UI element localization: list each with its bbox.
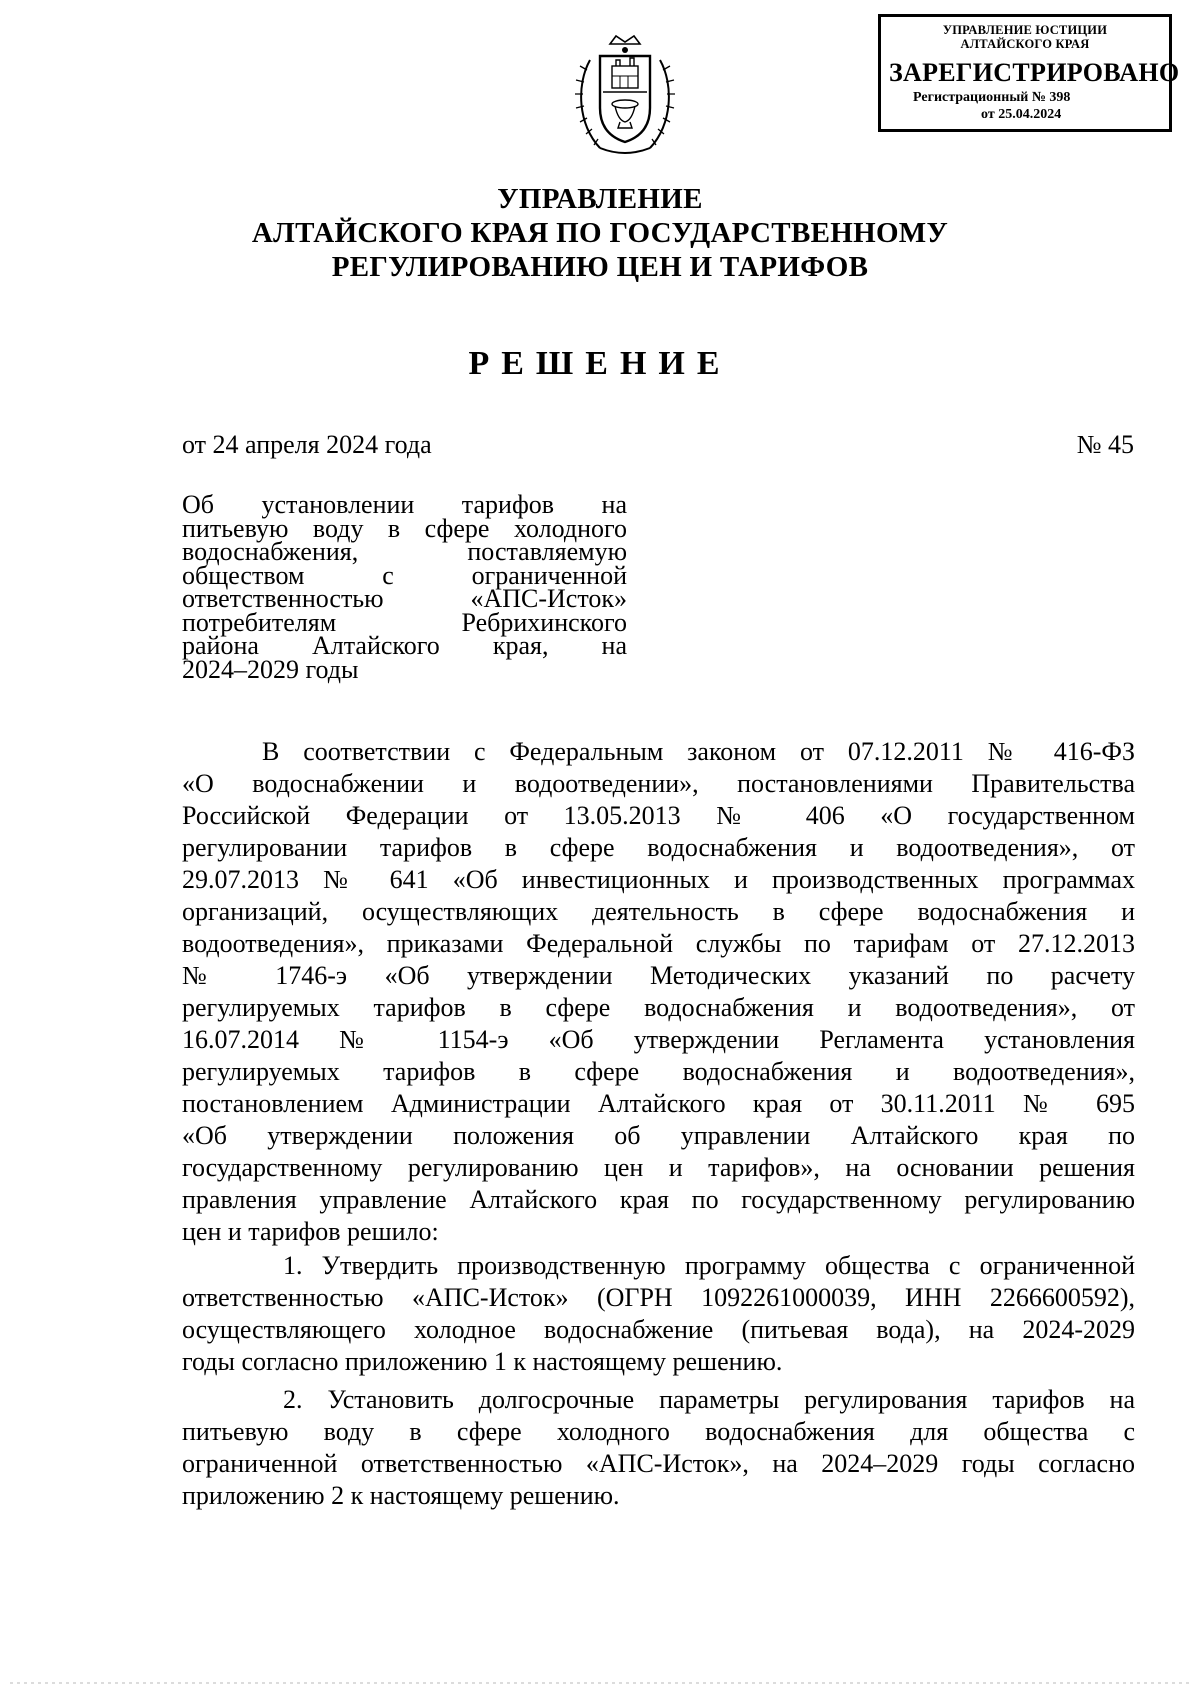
scan-edge-noise xyxy=(10,1682,1190,1684)
body-line: ограниченной ответственностью «АПС-Исток», на 2024–2029 годы согласно xyxy=(182,1449,1135,1478)
stamp-reg-number: Регистрационный № 398 xyxy=(913,90,1071,105)
body-line: организаций, осуществляющих деятельность в сфере водоснабжения и xyxy=(182,897,1135,926)
body-line: «О водоснабжении и водоотведении», постановлениями Правительства xyxy=(182,769,1135,798)
subject-line: района Алтайского края, на xyxy=(182,631,627,660)
body-line: регулируемых тарифов в сфере водоснабжения и водоотведения», xyxy=(182,1057,1135,1086)
document-subject xyxy=(182,490,627,684)
stamp-org-line1: УПРАВЛЕНИЕ ЮСТИЦИИ xyxy=(942,23,1108,37)
body-line: питьевую воду в сфере холодного водоснабжения для общества с xyxy=(182,1417,1135,1446)
body-line: № 1746-э «Об утверждении Методических указаний по расчету xyxy=(182,961,1135,990)
body-line: 2. Установить долгосрочные параметры регулирования тарифов на xyxy=(283,1385,1135,1414)
body-line: Российской Федерации от 13.05.2013 № 406 «О государственном xyxy=(182,801,1135,830)
body-line: цен и тарифов решило: xyxy=(182,1217,439,1246)
body-line: «Об утверждении положения об управлении Алтайского края по xyxy=(182,1121,1135,1150)
body-line: водоотведения», приказами Федеральной службы по тарифам от 27.12.2013 xyxy=(182,929,1135,958)
body-line: приложению 2 к настоящему решению. xyxy=(182,1481,620,1510)
document-number: № 45 xyxy=(1076,430,1134,459)
document-date: от 24 апреля 2024 года xyxy=(182,430,432,459)
body-line: 29.07.2013 № 641 «Об инвестиционных и производственных программах xyxy=(182,865,1135,894)
body-line: правления управление Алтайского края по государственному регулированию xyxy=(182,1185,1135,1214)
body-line: годы согласно приложению 1 к настоящему решению. xyxy=(182,1347,783,1376)
body-line: 1. Утвердить производственную программу общества с ограниченной xyxy=(283,1251,1135,1280)
subject-line: водоснабжения, поставляемую xyxy=(182,537,627,566)
subject-line: питьевую воду в сфере холодного xyxy=(182,513,627,543)
date-number-row xyxy=(182,430,1134,460)
body-line: В соответствии с Федеральным законом от 07.12.2011 № 416-ФЗ xyxy=(262,737,1135,766)
subject-line: Об установлении тарифов на xyxy=(182,490,627,519)
registration-stamp xyxy=(878,14,1180,132)
document-type-heading: РЕШЕНИЕ xyxy=(468,345,732,382)
stamp-status: ЗАРЕГИСТРИРОВАНО xyxy=(889,58,1180,87)
item-2-paragraph xyxy=(182,1384,1135,1512)
coat-of-arms-emblem xyxy=(570,30,680,160)
body-line: регулируемых тарифов в сфере водоснабжения и водоотведения», от xyxy=(182,993,1135,1022)
subject-line: потребителям Ребрихинского xyxy=(182,607,627,637)
subject-line: ответственностью «АПС-Исток» xyxy=(182,584,627,613)
org-title-line2: АЛТАЙСКОГО КРАЯ ПО ГОСУДАРСТВЕННОМУ xyxy=(251,217,949,249)
body-line: 16.07.2014 № 1154-э «Об утверждении Регламента установления xyxy=(182,1025,1135,1054)
org-title-line3: РЕГУЛИРОВАНИЮ ЦЕН И ТАРИФОВ xyxy=(331,251,869,283)
subject-line: 2024–2029 годы xyxy=(182,654,359,684)
org-title-line1: УПРАВЛЕНИЕ xyxy=(497,183,703,215)
document-body xyxy=(182,736,1135,1516)
body-line: регулировании тарифов в сфере водоснабжения и водоотведения», от xyxy=(182,833,1135,862)
body-line: осуществляющего холодное водоснабжение (питьевая вода), на 2024-2029 xyxy=(182,1315,1135,1344)
stamp-org-line2: АЛТАЙСКОГО КРАЯ xyxy=(960,37,1090,51)
stamp-reg-date: от 25.04.2024 xyxy=(981,107,1062,122)
subject-line: обществом с ограниченной xyxy=(182,560,627,590)
item-1-paragraph xyxy=(182,1250,1135,1378)
body-line: государственному регулированию цен и тарифов», на основании решения xyxy=(182,1153,1135,1182)
body-line: постановлением Администрации Алтайского края от 30.11.2011 № 695 xyxy=(182,1089,1135,1118)
body-line: ответственностью «АПС-Исток» (ОГРН 1092261000039, ИНН 2266600592), xyxy=(182,1283,1135,1312)
preamble-paragraph xyxy=(182,736,1135,1248)
organization-title xyxy=(0,182,1200,284)
